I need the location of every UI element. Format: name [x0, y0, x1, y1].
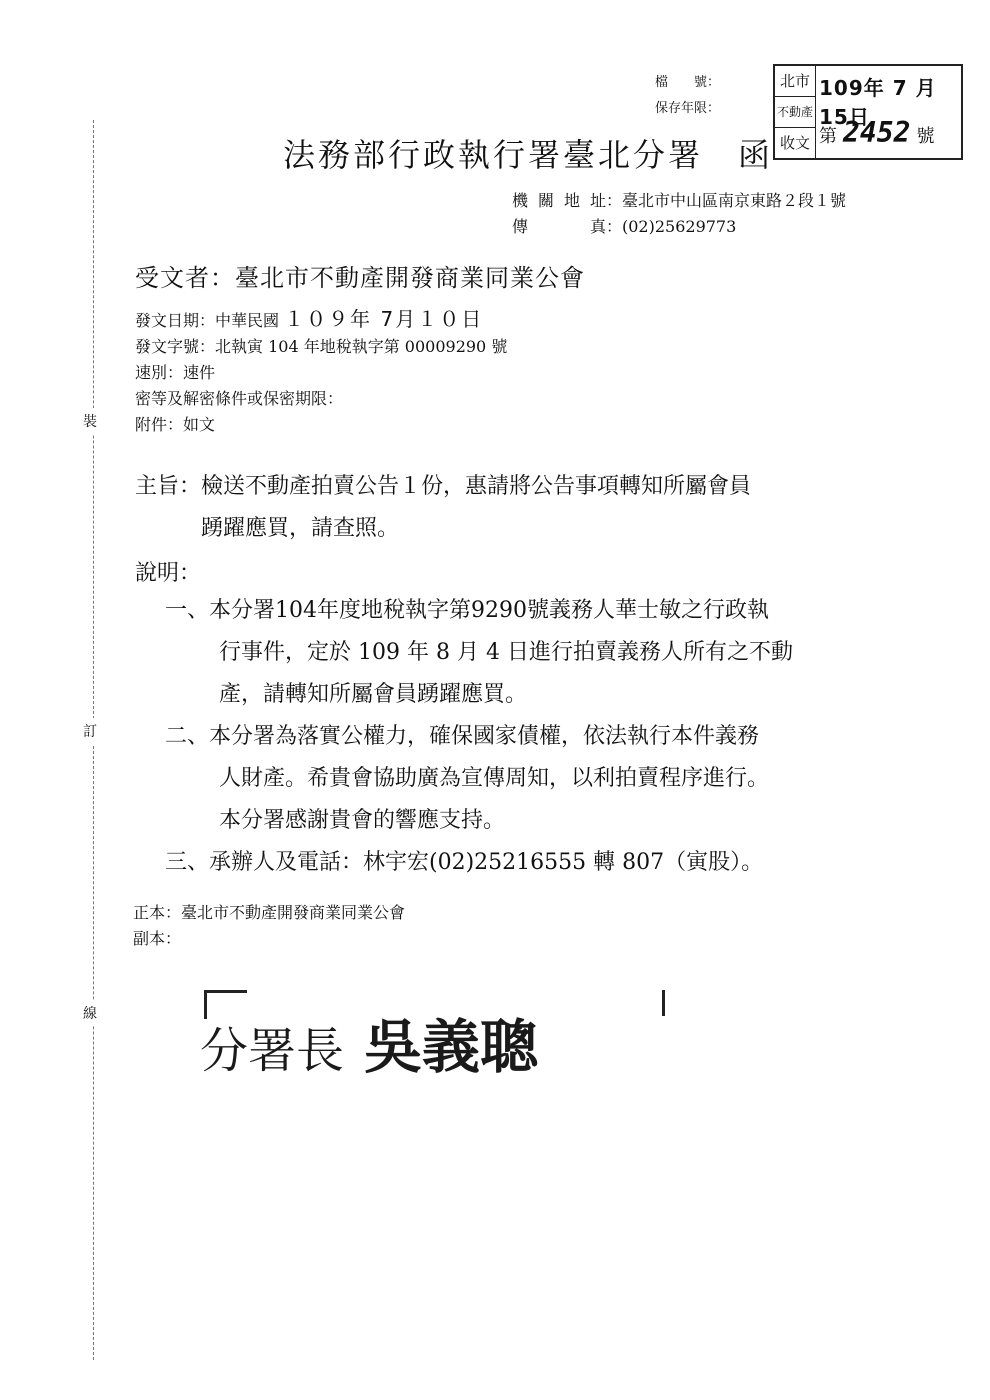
fax-label: 傳 真 — [512, 217, 606, 236]
recipient: 受文者：臺北市不動產開發商業同業公會 — [135, 264, 585, 292]
address-label: 機關地址 — [512, 191, 606, 210]
stamp-number-value: 2452 — [843, 116, 911, 149]
secrecy-level: 密等及解密條件或保密期限： — [135, 389, 344, 408]
agency-contact — [512, 188, 846, 240]
binding-char-xian: 線 — [83, 1000, 97, 1026]
file-number-label: 檔 號： — [655, 75, 721, 90]
subject-line-1: 主旨：檢送不動產拍賣公告１份，惠請將公告事項轉知所屬會員 — [135, 474, 752, 499]
explanation-item-1 — [165, 590, 793, 716]
attachment: 附件：如文 — [135, 415, 216, 434]
item-2-line-1: 二、本分署為落實公權力，確保國家債權，依法執行本件義務 — [165, 724, 760, 749]
signature-bracket-right — [656, 990, 665, 1016]
stamp-org-1: 北市 — [775, 66, 815, 97]
item-1-line-1: 一、本分署104年度地稅執字第9290號義務人華士敏之行政執 — [165, 598, 769, 623]
item-2-line-2: 人財產。希貴會協助廣為宣傳周知，以利拍賣程序進行。 — [219, 766, 770, 791]
reference-number: 發文字號：北執寅 104 年地稅執字第 00009290 號 — [135, 337, 508, 356]
stamp-number — [819, 116, 934, 149]
delivery-speed: 速別：速件 — [135, 363, 216, 382]
stamp-number-prefix: 第 — [819, 126, 837, 147]
signature-block — [200, 1000, 538, 1084]
archive-info — [655, 70, 720, 122]
explanation-heading: 說明： — [135, 561, 202, 586]
issue-date-value: １０９年 7月１０日 — [284, 307, 484, 331]
stamp-org-2: 不動產 — [775, 97, 815, 128]
stamp-org-3: 收文 — [779, 134, 810, 152]
signatory-name: 吳義聰 — [364, 1013, 539, 1081]
receipt-stamp — [773, 64, 963, 160]
fax-value: ：(02)25629773 — [606, 217, 737, 236]
issue-date-label: 發文日期：中華民國 — [135, 311, 280, 330]
signatory-title: 分署長 — [200, 1023, 345, 1079]
copy-recipient: 副本： — [133, 929, 182, 948]
explanation-item-2 — [165, 716, 769, 842]
original-recipient: 正本：臺北市不動產開發商業同業公會 — [133, 903, 406, 922]
issue-date-row — [135, 306, 507, 334]
binding-char-zhuang: 裝 — [83, 408, 97, 434]
item-1-line-3: 產，請轉知所屬會員踴躍應買。 — [219, 682, 528, 707]
document-meta — [135, 306, 507, 438]
address-value: ：臺北市中山區南京東路２段１號 — [606, 191, 847, 210]
document-title: 法務部行政執行署臺北分署 函 — [283, 136, 774, 174]
retention-period-label: 保存年限： — [655, 101, 721, 116]
subject — [135, 466, 751, 550]
distribution — [133, 900, 405, 952]
item-3-line-1: 三、承辦人及電話：林宇宏(02)25216555 轉 807（寅股）。 — [165, 850, 764, 875]
explanation-item-3 — [165, 842, 763, 884]
stamp-number-suffix: 號 — [916, 126, 935, 147]
subject-line-2: 踴躍應買，請查照。 — [201, 516, 400, 541]
stamp-date: 109年 7 月15日 — [819, 76, 937, 129]
item-1-line-2: 行事件，定於 109 年 8 月 4 日進行拍賣義務人所有之不動 — [219, 640, 793, 665]
binding-char-ding: 訂 — [83, 718, 97, 744]
item-2-line-3: 本分署感謝貴會的響應支持。 — [219, 808, 506, 833]
